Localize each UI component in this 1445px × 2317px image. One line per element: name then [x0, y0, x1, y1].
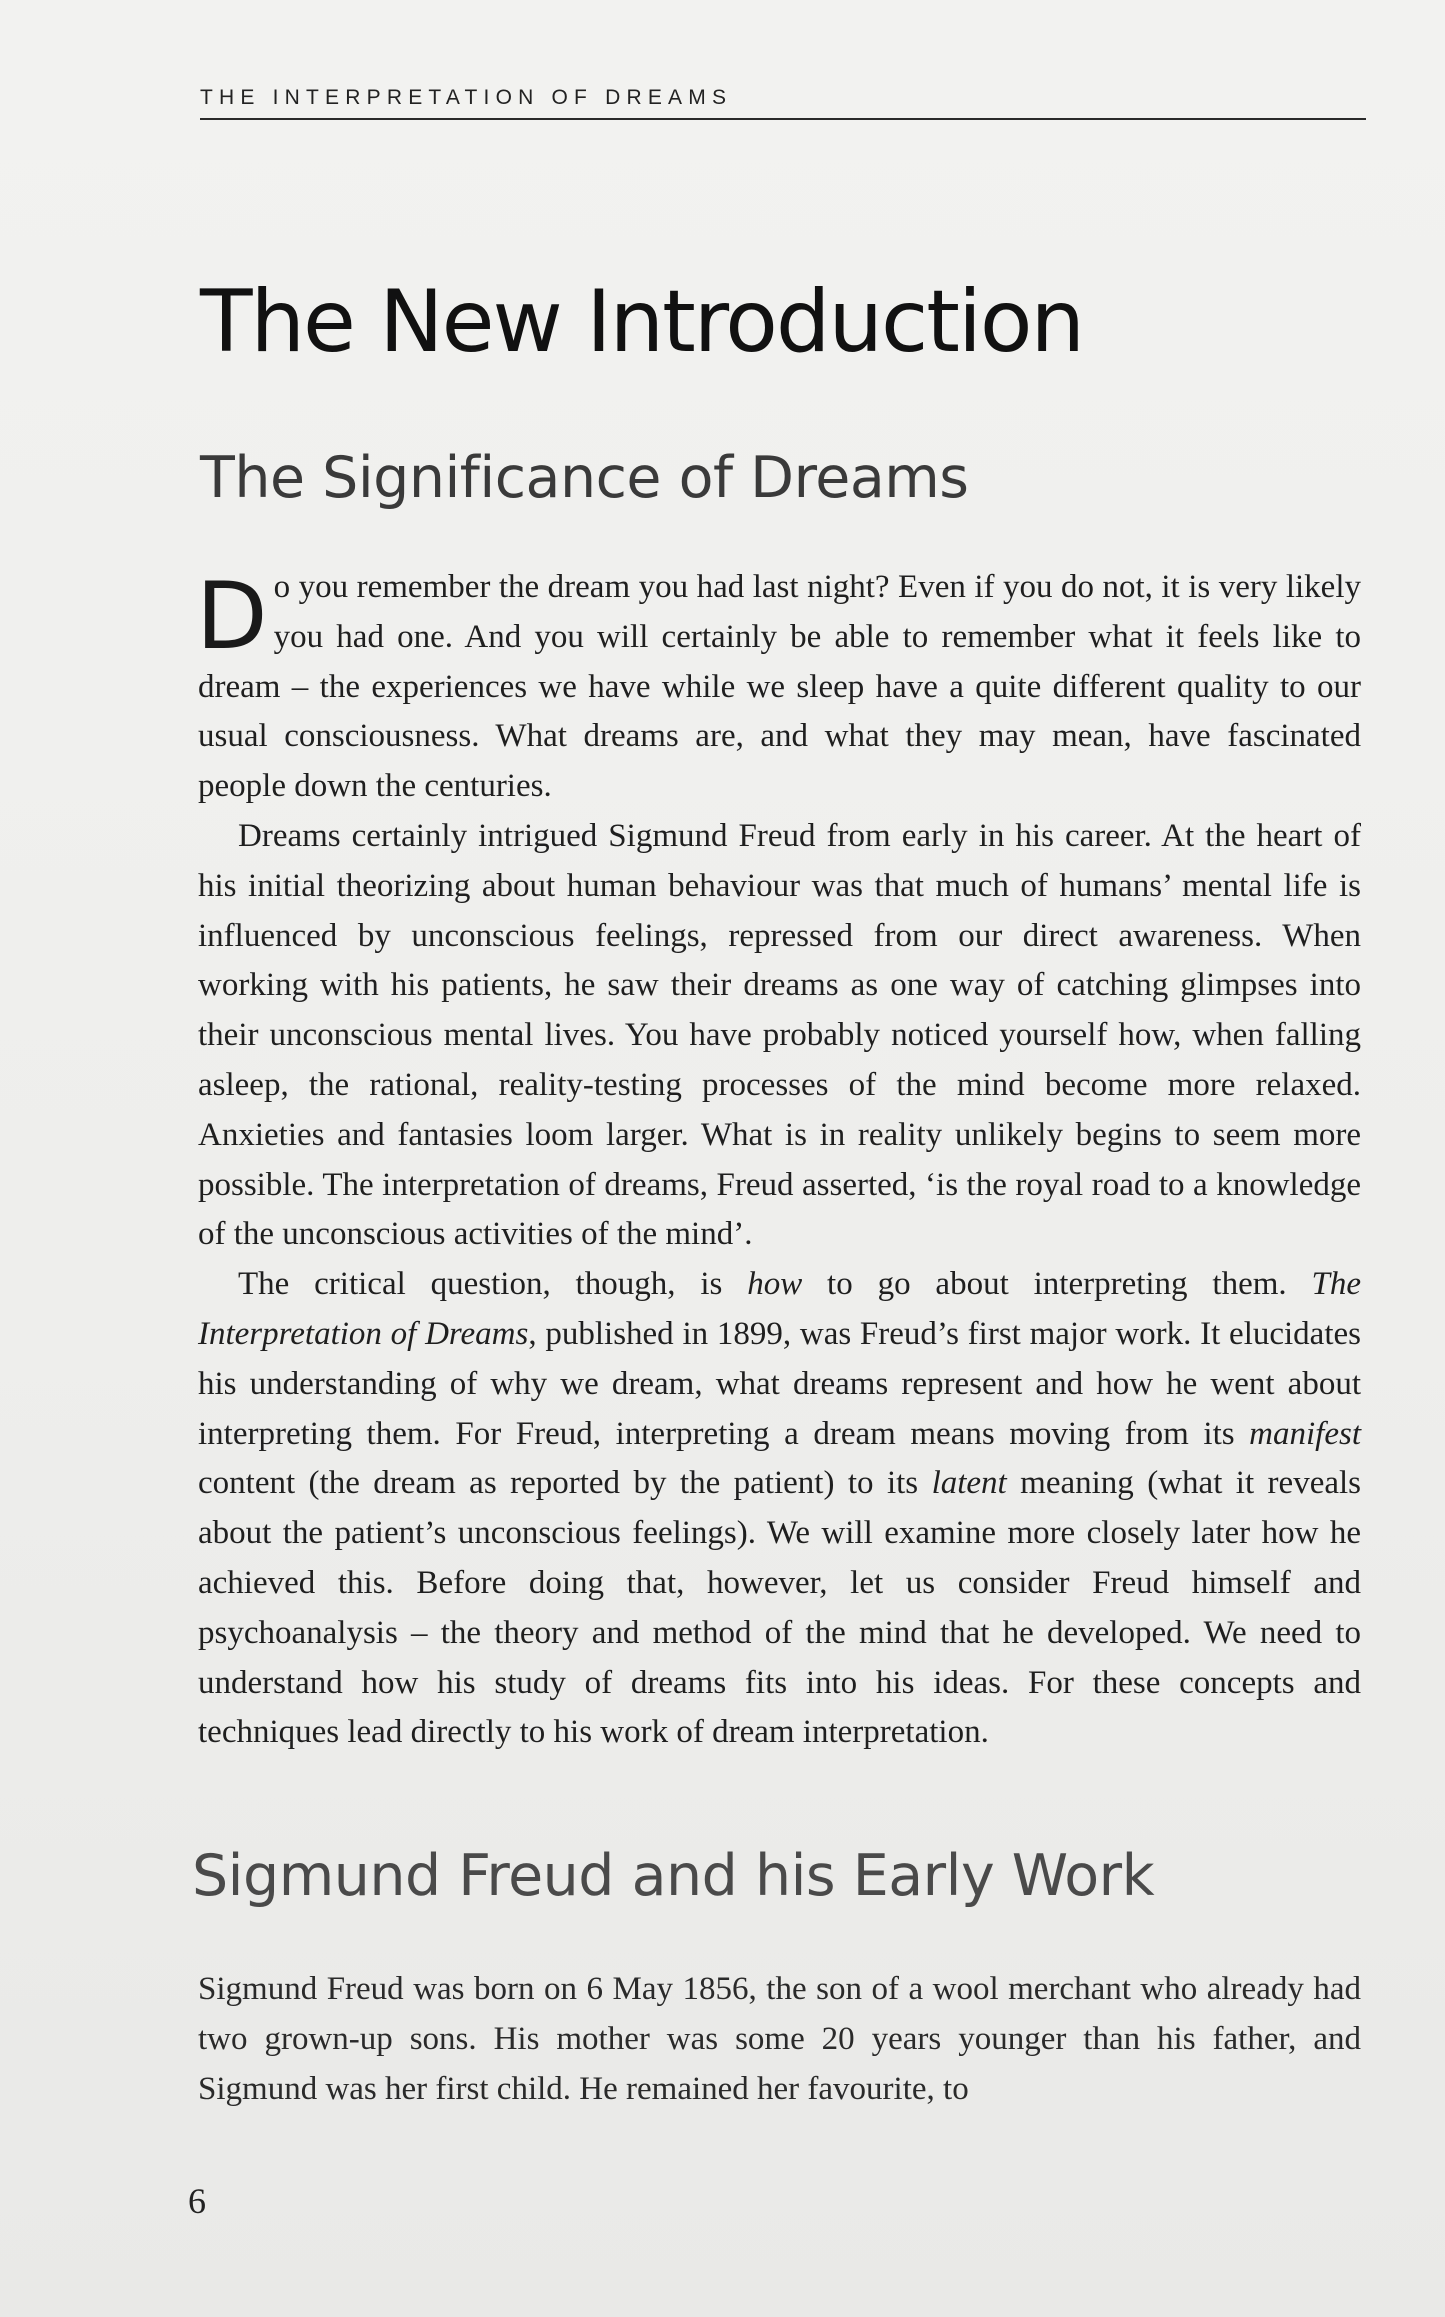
paragraph-text: to go about interpreting them.	[802, 1266, 1312, 1303]
paragraph-text: o you remember the dream you had last night? Even if you do not, it is very likely you had one. And you will certainly be able to remember what it feels like to dream – the experiences we have while we sleep have a quite different quality to our usual consciousness. What dreams are, and what they may mean, have fascinated people down the centuries.	[198, 569, 1361, 805]
emphasis: latent	[931, 1465, 1007, 1502]
section-heading-early-work: Sigmund Freud and his Early Work	[192, 1843, 1155, 1909]
chapter-title: The New Introduction	[200, 272, 1083, 372]
paragraph-text: meaning (what it reveals about the patient’s unconscious feelings). We will examine more closely later how he achieved this. Before doing that, however, let us consider Freud himself and psychoanalysis – the theory and method of the mind that he developed. We need to understand how his study of dreams fits into his ideas. For these concepts and techniques lead directly to his work of dream interpretation.	[198, 1465, 1361, 1751]
running-head: THE INTERPRETATION OF DREAMS	[200, 84, 1366, 120]
drop-cap: D	[196, 562, 268, 670]
paragraph-text: content (the dream as reported by the patient) to its	[198, 1465, 932, 1502]
paragraph	[198, 563, 1361, 812]
paragraph: Sigmund Freud was born on 6 May 1856, the son of a wool merchant who already had two grown-up sons. His mother was some 20 years younger than his father, and Sigmund was her first child. He remained her favourite, to	[198, 1971, 1361, 2107]
section-heading-significance: The Significance of Dreams	[200, 445, 969, 511]
section-body-significance	[198, 563, 1361, 1758]
paragraph-text: The critical question, though, is	[238, 1266, 748, 1303]
page-number: 6	[188, 2181, 206, 2221]
emphasis: how	[747, 1266, 803, 1303]
book-title: The Interpretation of Dreams	[198, 1266, 1361, 1352]
emphasis: manifest	[1249, 1415, 1361, 1452]
section-body-early-work	[198, 1965, 1361, 2114]
paragraph-text: , published in 1899, was Freud’s first major work. It elucidates his understanding of why we dream, what dreams represent and how he went about interpreting them. For Freud, interpreting a dream means moving from its	[198, 1315, 1361, 1452]
paragraph: Dreams certainly intrigued Sigmund Freud from early in his career. At the heart of his initial theorizing about human behaviour was that much of humans’ mental life is influenced by unconscious feelings, repressed from our direct awareness. When working with his patients, he saw their dreams as one way of catching glimpses into their unconscious mental lives. You have probably noticed yourself how, when falling asleep, the rational, reality-testing processes of the mind become more relaxed. Anxieties and fantasies loom larger. What is in reality unlikely begins to seem more possible. The interpretation of dreams, Freud asserted, ‘is the royal road to a knowledge of the unconscious activities of the mind’.	[198, 817, 1361, 1253]
paragraph	[198, 1260, 1361, 1758]
